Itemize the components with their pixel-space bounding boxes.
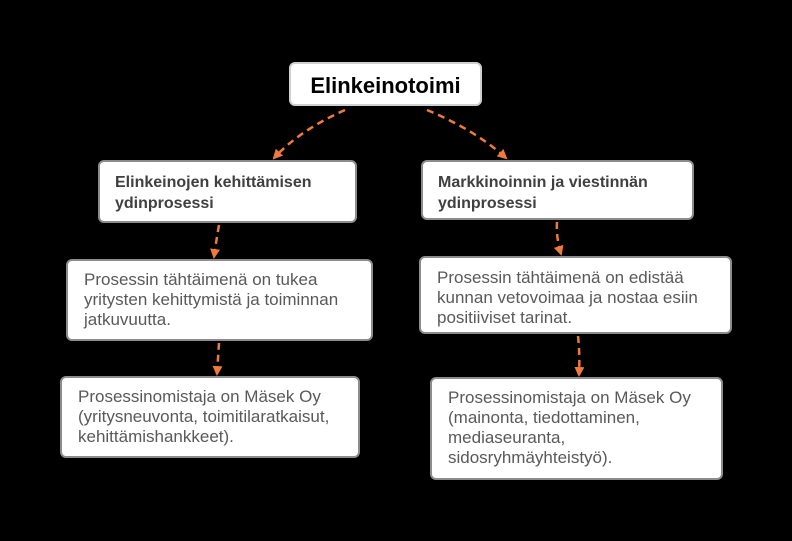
connector-left-goal-to-left-owner	[217, 343, 219, 374]
left-branch-goal-text: Prosessin tähtäimenä on tukea yritysten kehittymistä ja toiminnan jatkuvuutta.	[84, 270, 339, 329]
left-branch-owner-node	[60, 376, 360, 458]
connector-root-to-left-head	[274, 110, 345, 158]
right-branch-owner-node	[430, 377, 723, 480]
right-branch-owner-text: Prosessinomistaja on Mäsek Oy (mainonta, tiedottaminen, mediaseuranta, sidosryhmäyhteistyö).	[448, 388, 691, 467]
right-branch-heading-label: Markkinoinnin ja viestinnän ydinprosessi	[438, 174, 648, 212]
right-branch-heading-node	[421, 160, 694, 220]
right-branch-goal-node	[419, 256, 732, 334]
connector-right-head-to-right-goal	[557, 222, 561, 254]
left-branch-goal-node	[66, 259, 373, 341]
connector-right-goal-to-right-owner	[578, 336, 579, 375]
right-branch-goal-text: Prosessin tähtäimenä on edistää kunnan vetovoimaa ja nostaa esiin positiiviset tarinat.	[437, 268, 698, 327]
connector-left-head-to-left-goal	[214, 225, 219, 257]
left-branch-heading-node	[98, 160, 357, 223]
root-node	[289, 62, 482, 106]
left-branch-heading-label: Elinkeinojen kehittämisen ydinprosessi	[115, 174, 312, 212]
root-node-label: Elinkeinotoimi	[310, 73, 461, 98]
left-branch-owner-text: Prosessinomistaja on Mäsek Oy (yritysneuvonta, toimitilaratkaisut, kehittämishankkeet).	[78, 387, 330, 446]
connector-root-to-right-head	[427, 110, 506, 158]
